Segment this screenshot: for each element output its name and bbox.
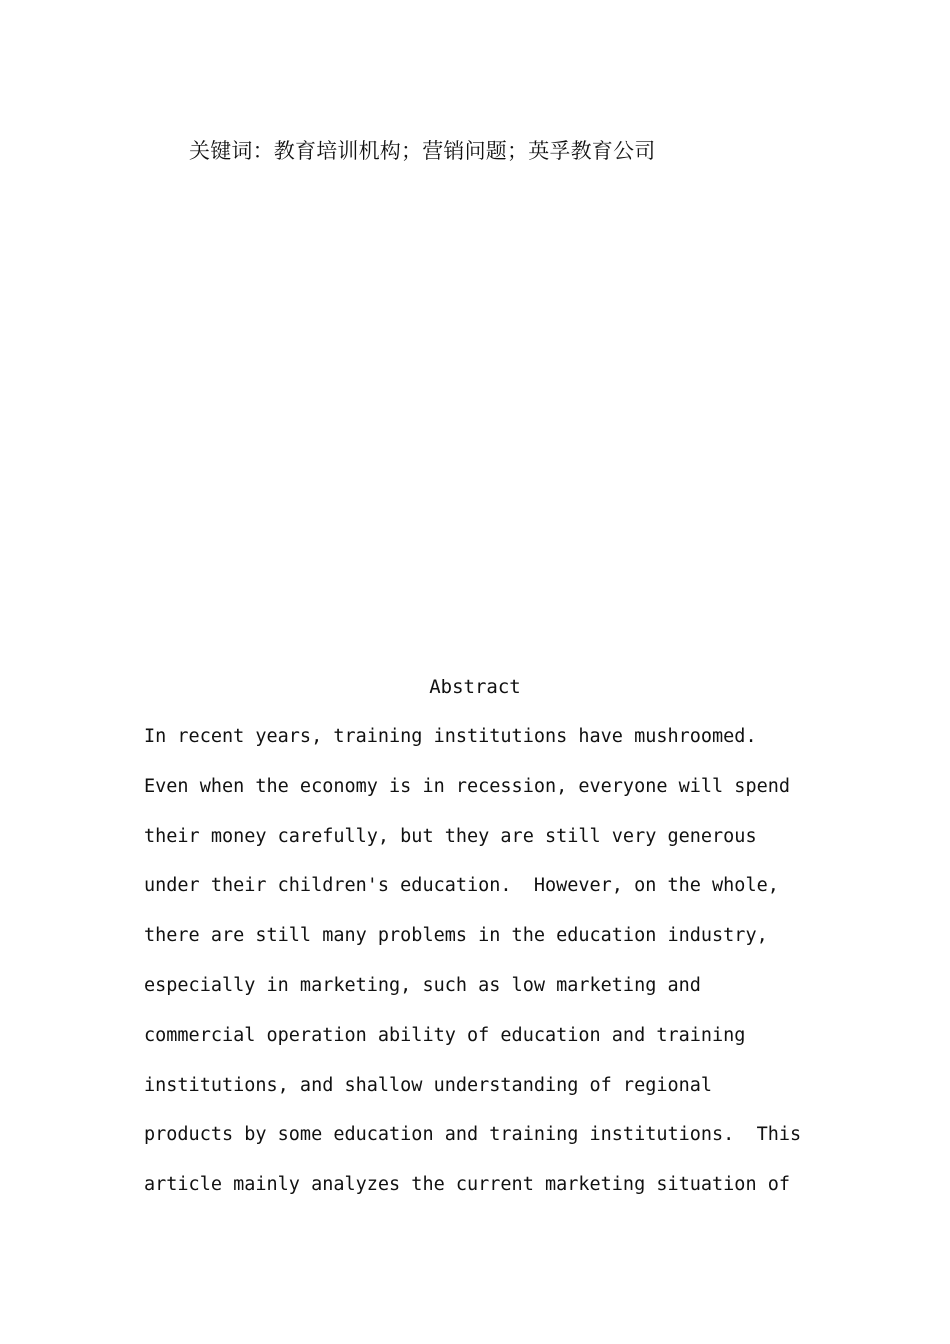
abstract-line: institutions, and shallow understanding of regional (144, 1074, 713, 1096)
abstract-line: article mainly analyzes the current marketing situation of (144, 1174, 791, 1196)
abstract-line: Even when the economy is in recession, everyone will spend (144, 775, 791, 797)
abstract-line: there are still many problems in the education industry, (144, 925, 768, 947)
keywords-line: 关键词：教育培训机构；营销问题；英孚教育公司 (189, 139, 656, 163)
abstract-heading: Abstract (429, 676, 521, 698)
abstract-line: under their children's education. However, on the whole, (144, 875, 779, 897)
abstract-line: products by some education and training institutions. This (144, 1124, 802, 1146)
abstract-line: their money carefully, but they are still very generous (144, 825, 757, 847)
abstract-line: especially in marketing, such as low marketing and (144, 974, 701, 996)
abstract-line: commercial operation ability of education and training (144, 1024, 746, 1046)
abstract-body (144, 723, 844, 1221)
abstract-line: In recent years, training institutions have mushroomed. (144, 726, 757, 747)
